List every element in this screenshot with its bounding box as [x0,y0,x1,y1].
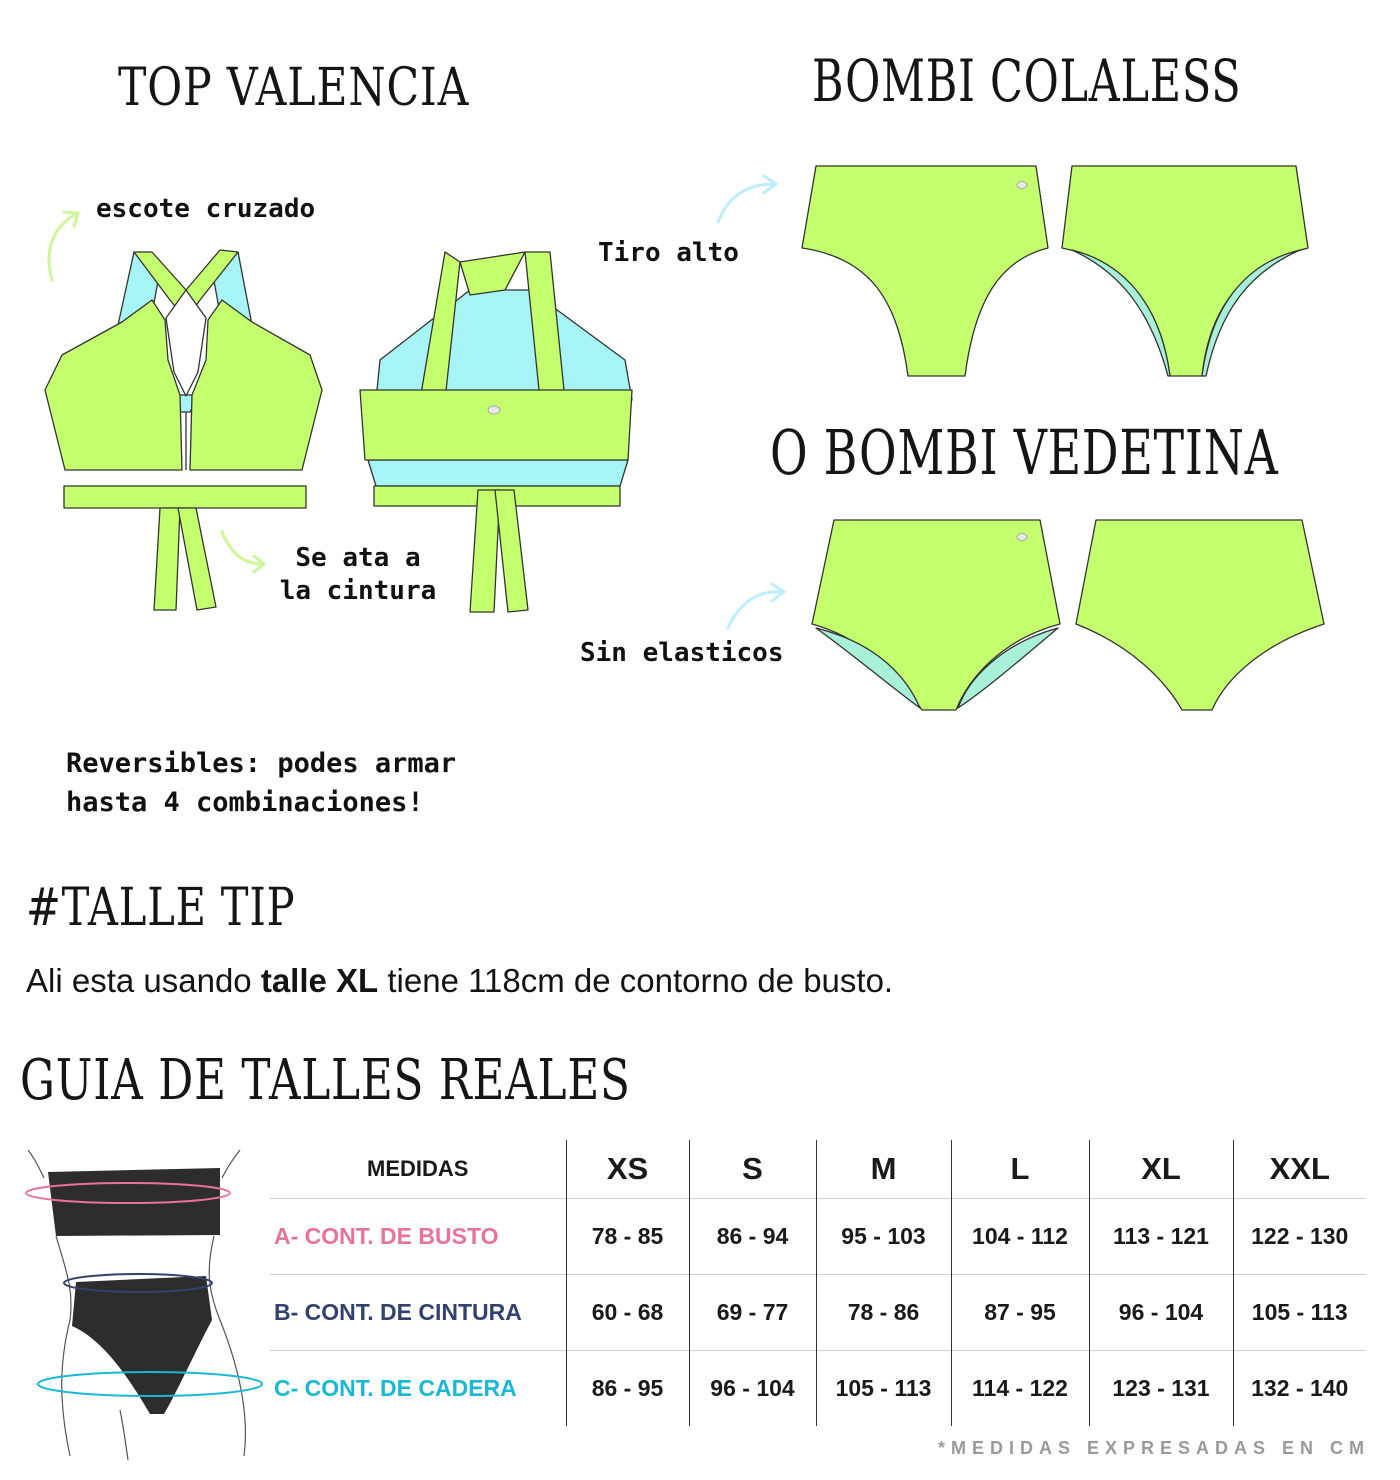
header-medidas: MEDIDAS [367,1155,469,1181]
table-cell: 69 - 77 [689,1274,816,1350]
note-sin-elasticos: Sin elasticos [580,638,784,668]
title-guia-de-talles: GUIA DE TALLES REALES [20,1048,631,1113]
arrow-ata [222,532,264,572]
header-size-xs: XS [566,1140,689,1198]
vedetina-back-illustration [1076,520,1324,710]
tip-sentence [26,962,893,1000]
table-cell: 132 - 140 [1233,1350,1366,1426]
header-size-s: S [689,1140,816,1198]
colaless-front-illustration [802,166,1048,376]
table-cell: 123 - 131 [1089,1350,1233,1426]
measurement-note: *MEDIDAS EXPRESADAS EN CM [937,1438,1370,1458]
row-label-cintura: B- CONT. DE CINTURA [270,1274,566,1350]
table-cell: 105 - 113 [816,1350,951,1426]
table-cell: 96 - 104 [1089,1274,1233,1350]
tip-text-bold: talle XL [260,962,379,999]
table-cell: 114 - 122 [951,1350,1089,1426]
table-cell: 122 - 130 [1233,1198,1366,1274]
table-header-row [270,1140,1366,1198]
table-cell: 104 - 112 [951,1198,1089,1274]
table-cell: 78 - 86 [816,1274,951,1350]
table-cell: 87 - 95 [951,1274,1089,1350]
size-chart-table [270,1140,1366,1426]
note-escote-cruzado: escote cruzado [96,194,316,224]
header-size-xl: XL [1089,1140,1233,1198]
vedetina-front-illustration [812,520,1060,710]
table-cell: 60 - 68 [566,1274,689,1350]
arrow-escote [49,212,78,280]
arrow-sin [728,584,784,628]
table-row-cadera [270,1350,1366,1426]
table-cell: 105 - 113 [1233,1274,1366,1350]
row-label-cadera: C- CONT. DE CADERA [270,1350,566,1426]
header-size-l: L [951,1140,1089,1198]
table-cell: 86 - 94 [689,1198,816,1274]
row-label-busto: A- CONT. DE BUSTO [270,1198,566,1274]
table-cell: 95 - 103 [816,1198,951,1274]
colaless-back-illustration [1062,166,1308,376]
note-reversibles: Reversibles: podes armar hasta 4 combinaciones! [66,748,457,819]
table-row-busto [270,1198,1366,1274]
tip-text-before: Ali esta usando [26,962,261,999]
arrow-tiro [718,176,776,222]
table-cell: 78 - 85 [566,1198,689,1274]
body-measure-figure [26,1150,262,1460]
note-tiro-alto: Tiro alto [598,238,739,268]
title-talle-tip: #TALLE TIP [26,878,296,938]
table-row-cintura [270,1274,1366,1350]
table-cell: 86 - 95 [566,1350,689,1426]
header-size-xxl: XXL [1233,1140,1366,1198]
header-size-m: M [816,1140,951,1198]
note-se-ata: Se ata a la cintura [279,543,437,606]
tip-text-after: tiene 118cm de contorno de busto. [378,962,894,999]
title-bombi-colaless: BOMBI COLALESS [812,47,1242,115]
table-cell: 113 - 121 [1089,1198,1233,1274]
table-cell: 96 - 104 [689,1350,816,1426]
title-top-valencia: TOP VALENCIA [118,58,470,118]
title-bombi-vedetina: O BOMBI VEDETINA [770,416,1279,489]
